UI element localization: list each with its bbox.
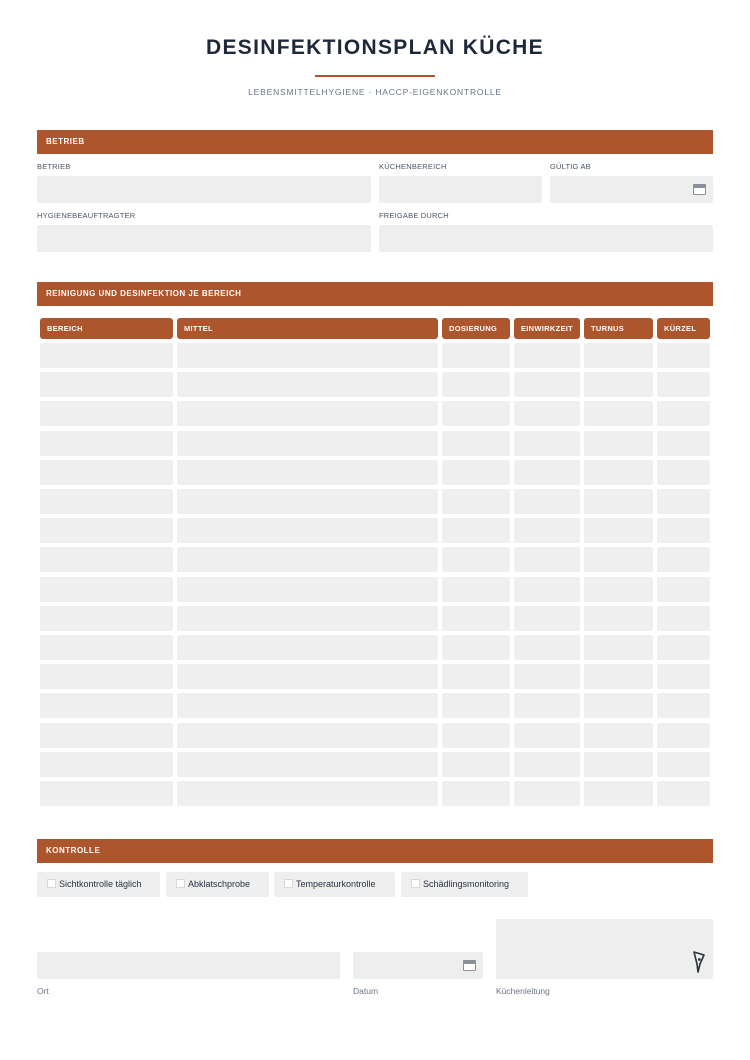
cell-bereich[interactable] (40, 372, 173, 397)
cell-turnus[interactable] (584, 547, 653, 572)
signature-field[interactable] (496, 919, 713, 979)
cell-turnus[interactable] (584, 606, 653, 631)
cell-turnus[interactable] (584, 489, 653, 514)
cell-kuerzel[interactable] (657, 401, 710, 426)
cell-bereich[interactable] (40, 635, 173, 660)
page-subtitle: LEBENSMITTELHYGIENE · HACCP-EIGENKONTROLLE (248, 87, 502, 97)
cell-mittel[interactable] (177, 635, 438, 660)
cell-dosierung[interactable] (442, 518, 510, 543)
cell-dosierung[interactable] (442, 781, 510, 806)
betrieb-field[interactable] (37, 176, 371, 203)
cell-einwirkzeit[interactable] (514, 547, 580, 572)
cell-dosierung[interactable] (442, 693, 510, 718)
cell-mittel[interactable] (177, 343, 438, 368)
column-header-kuerzel: KÜRZEL (657, 318, 710, 339)
cell-dosierung[interactable] (442, 547, 510, 572)
column-header-einwirkzeit: EINWIRKZEIT (514, 318, 580, 339)
cell-dosierung[interactable] (442, 460, 510, 485)
cell-bereich[interactable] (40, 781, 173, 806)
cell-bereich[interactable] (40, 460, 173, 485)
cell-kuerzel[interactable] (657, 372, 710, 397)
cell-kuerzel[interactable] (657, 723, 710, 748)
cell-turnus[interactable] (584, 752, 653, 777)
kuechenbereich-field[interactable] (379, 176, 542, 203)
cell-bereich[interactable] (40, 518, 173, 543)
cell-turnus[interactable] (584, 664, 653, 689)
cell-turnus[interactable] (584, 518, 653, 543)
cell-dosierung[interactable] (442, 372, 510, 397)
check-schaedlingsmonitoring[interactable]: Schädlingsmonitoring (401, 872, 528, 897)
cell-einwirkzeit[interactable] (514, 781, 580, 806)
cell-einwirkzeit[interactable] (514, 518, 580, 543)
freigabe-durch-field[interactable] (379, 225, 713, 252)
cell-mittel[interactable] (177, 547, 438, 572)
ort-field[interactable] (37, 952, 340, 979)
cell-bereich[interactable] (40, 431, 173, 456)
cell-turnus[interactable] (584, 431, 653, 456)
label-hygienebeauftragter: HYGIENEBEAUFTRAGTER (37, 211, 136, 220)
cell-mittel[interactable] (177, 577, 438, 602)
cell-kuerzel[interactable] (657, 606, 710, 631)
label-betrieb: BETRIEB (37, 162, 71, 171)
cell-einwirkzeit[interactable] (514, 460, 580, 485)
cell-einwirkzeit[interactable] (514, 664, 580, 689)
cell-bereich[interactable] (40, 489, 173, 514)
datum-date-field[interactable] (353, 952, 483, 979)
label-datum: Datum (353, 986, 379, 996)
cell-kuerzel[interactable] (657, 343, 710, 368)
cell-bereich[interactable] (40, 752, 173, 777)
cell-turnus[interactable] (584, 401, 653, 426)
column-header-dosierung: DOSIERUNG (442, 318, 510, 339)
cell-dosierung[interactable] (442, 489, 510, 514)
cell-einwirkzeit[interactable] (514, 431, 580, 456)
cell-bereich[interactable] (40, 577, 173, 602)
pen-icon (691, 951, 707, 973)
cell-kuerzel[interactable] (657, 635, 710, 660)
cell-turnus[interactable] (584, 460, 653, 485)
cell-dosierung[interactable] (442, 635, 510, 660)
cell-dosierung[interactable] (442, 577, 510, 602)
cell-bereich[interactable] (40, 723, 173, 748)
column-header-mittel: MITTEL (177, 318, 438, 339)
cell-dosierung[interactable] (442, 343, 510, 368)
cell-einwirkzeit[interactable] (514, 693, 580, 718)
column-header-turnus: TURNUS (584, 318, 653, 339)
check-temperaturkontrolle[interactable]: Temperaturkontrolle (274, 872, 395, 897)
cell-turnus[interactable] (584, 577, 653, 602)
cell-bereich[interactable] (40, 547, 173, 572)
section-header-plan: REINIGUNG UND DESINFEKTION JE BEREICH (37, 282, 713, 306)
cell-kuerzel[interactable] (657, 489, 710, 514)
cell-dosierung[interactable] (442, 723, 510, 748)
cell-kuerzel[interactable] (657, 752, 710, 777)
column-header-bereich: BEREICH (40, 318, 173, 339)
checkbox[interactable] (47, 879, 56, 888)
check-sichtkontrolle[interactable]: Sichtkontrolle täglich (37, 872, 160, 897)
cell-turnus[interactable] (584, 372, 653, 397)
checkbox[interactable] (284, 879, 293, 888)
cell-einwirkzeit[interactable] (514, 577, 580, 602)
cell-turnus[interactable] (584, 635, 653, 660)
label-freigabe-durch: FREIGABE DURCH (379, 211, 449, 220)
cell-mittel[interactable] (177, 781, 438, 806)
label-gueltig-ab: GÜLTIG AB (550, 162, 591, 171)
cell-bereich[interactable] (40, 401, 173, 426)
checkbox[interactable] (411, 879, 420, 888)
cell-mittel[interactable] (177, 431, 438, 456)
check-abklatschprobe[interactable]: Abklatschprobe (166, 872, 269, 897)
cell-dosierung[interactable] (442, 401, 510, 426)
cell-dosierung[interactable] (442, 752, 510, 777)
cell-kuerzel[interactable] (657, 577, 710, 602)
cell-bereich[interactable] (40, 343, 173, 368)
hygienebeauftragter-field[interactable] (37, 225, 371, 252)
calendar-icon[interactable] (463, 960, 476, 971)
cell-mittel[interactable] (177, 372, 438, 397)
cell-dosierung[interactable] (442, 664, 510, 689)
label-kuechenleitung: Küchenleitung (496, 986, 550, 996)
label-ort: Ort (37, 986, 49, 996)
cell-bereich[interactable] (40, 664, 173, 689)
cell-mittel[interactable] (177, 664, 438, 689)
cell-turnus[interactable] (584, 343, 653, 368)
section-header-betrieb: BETRIEB (37, 130, 713, 154)
section-header-kontrolle: KONTROLLE (37, 839, 713, 863)
cell-einwirkzeit[interactable] (514, 489, 580, 514)
cell-einwirkzeit[interactable] (514, 343, 580, 368)
cell-kuerzel[interactable] (657, 518, 710, 543)
cell-mittel[interactable] (177, 460, 438, 485)
label-kuechenbereich: KÜCHENBEREICH (379, 162, 447, 171)
cell-dosierung[interactable] (442, 431, 510, 456)
cell-turnus[interactable] (584, 693, 653, 718)
cell-einwirkzeit[interactable] (514, 606, 580, 631)
cell-dosierung[interactable] (442, 606, 510, 631)
cell-bereich[interactable] (40, 606, 173, 631)
cell-turnus[interactable] (584, 781, 653, 806)
cell-einwirkzeit[interactable] (514, 635, 580, 660)
cell-einwirkzeit[interactable] (514, 401, 580, 426)
cell-einwirkzeit[interactable] (514, 723, 580, 748)
checkbox[interactable] (176, 879, 185, 888)
cell-turnus[interactable] (584, 723, 653, 748)
cell-einwirkzeit[interactable] (514, 372, 580, 397)
cell-kuerzel[interactable] (657, 460, 710, 485)
cell-mittel[interactable] (177, 693, 438, 718)
cell-mittel[interactable] (177, 489, 438, 514)
gueltig-ab-date-field[interactable] (550, 176, 713, 203)
cell-kuerzel[interactable] (657, 781, 710, 806)
title-divider (315, 75, 435, 77)
cell-mittel[interactable] (177, 606, 438, 631)
cell-einwirkzeit[interactable] (514, 752, 580, 777)
cell-kuerzel[interactable] (657, 693, 710, 718)
cell-kuerzel[interactable] (657, 664, 710, 689)
page-title: DESINFEKTIONSPLAN KÜCHE (206, 36, 544, 59)
cell-mittel[interactable] (177, 401, 438, 426)
cell-kuerzel[interactable] (657, 547, 710, 572)
cell-mittel[interactable] (177, 752, 438, 777)
cell-bereich[interactable] (40, 693, 173, 718)
cell-kuerzel[interactable] (657, 431, 710, 456)
cell-mittel[interactable] (177, 723, 438, 748)
cell-mittel[interactable] (177, 518, 438, 543)
calendar-icon[interactable] (693, 184, 706, 195)
